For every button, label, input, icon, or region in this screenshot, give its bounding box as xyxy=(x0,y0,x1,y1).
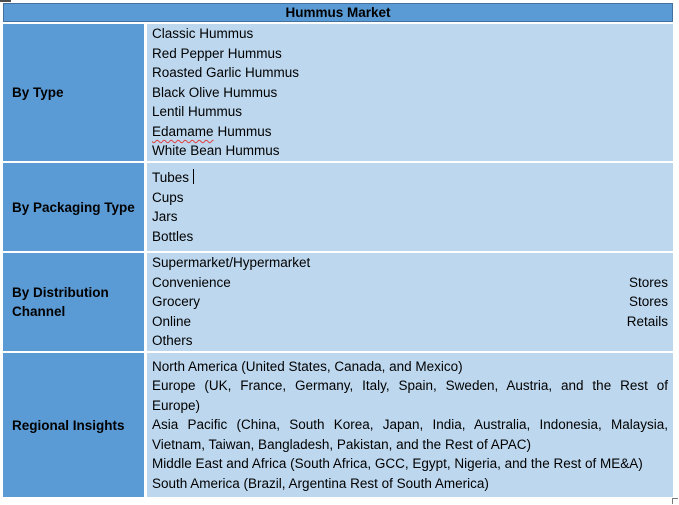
channel-name: Grocery xyxy=(152,294,201,310)
list-item-edamame xyxy=(152,122,668,142)
list-item-text: Tubes xyxy=(152,170,190,185)
list-item: Lentil Hummus xyxy=(152,104,243,120)
row-label-cell-by-distribution-channel[interactable] xyxy=(3,253,144,351)
list-item: Black Olive Hummus xyxy=(152,84,278,100)
row-label-cell-regional-insights[interactable] xyxy=(3,353,144,497)
channel-name: Online xyxy=(152,313,192,329)
table-row-regional-insights xyxy=(3,353,673,497)
channel-name: Supermarket/Hypermarket xyxy=(152,255,311,271)
row-content-cell-by-distribution-channel[interactable] xyxy=(147,253,673,351)
table-title: Hummus Market xyxy=(285,5,391,20)
list-item xyxy=(152,168,668,188)
list-item: Bottles xyxy=(152,228,194,244)
region-line-north-america: North America (United States, Canada, and Mexico) xyxy=(152,358,463,374)
table-title-cell[interactable] xyxy=(3,3,673,22)
row-content-cell-by-type[interactable] xyxy=(147,24,673,161)
crop-corner-mark-top-left xyxy=(0,0,11,2)
hummus-market-table xyxy=(3,3,673,499)
list-item: Roasted Garlic Hummus xyxy=(152,65,300,81)
crop-corner-mark-bottom-right xyxy=(672,498,678,504)
channel-name: Others xyxy=(152,333,193,349)
row-label-regional-insights: Regional Insights xyxy=(12,417,125,433)
row-label-cell-by-type[interactable] xyxy=(3,24,144,161)
row-content-cell-by-packaging-type[interactable] xyxy=(147,163,673,251)
channel-name-right: Stores xyxy=(628,274,668,290)
list-item xyxy=(152,292,668,312)
region-line-middle-east-africa: Middle East and Africa (South Africa, GCC, Egypt, Nigeria, and the Rest of ME&A) xyxy=(152,456,643,472)
region-line-south-america: South America (Brazil, Argentina Rest of South America) xyxy=(152,475,489,491)
list-item xyxy=(152,331,668,351)
misspelled-word: Edamame xyxy=(152,123,214,139)
region-line-asia-pacific-2: Vietnam, Taiwan, Bangladesh, Pakistan, and the Rest of APAC) xyxy=(152,436,531,452)
list-item: Jars xyxy=(152,209,178,224)
list-item: Cups xyxy=(152,189,184,205)
list-item xyxy=(152,253,668,273)
misspelled-word-suffix: Hummus xyxy=(217,123,272,139)
region-line-europe-1: Europe (UK, France, Germany, Italy, Spain, Sweden, Austria, and the Rest of xyxy=(152,378,668,394)
channel-name: Convenience xyxy=(152,274,231,290)
channel-name-right: Retails xyxy=(626,313,668,329)
row-label-by-type: By Type xyxy=(12,85,64,100)
row-label-by-distribution-channel: By Distribution Channel xyxy=(12,285,109,319)
row-label-by-packaging-type: By Packaging Type xyxy=(12,199,135,215)
row-label-cell-by-packaging-type[interactable] xyxy=(3,163,144,251)
channel-name-right: Stores xyxy=(628,294,668,310)
table-row-by-distribution-channel xyxy=(3,253,673,351)
text-cursor xyxy=(193,169,194,184)
list-item xyxy=(152,273,668,293)
row-content-cell-regional-insights[interactable] xyxy=(147,353,673,497)
table-row-by-type xyxy=(3,24,673,161)
table-row-by-packaging-type xyxy=(3,163,673,251)
region-line-europe-2: Europe) xyxy=(152,397,201,413)
region-line-asia-pacific-1: Asia Pacific (China, South Korea, Japan, India, Australia, Indonesia, Malaysia, xyxy=(152,417,668,433)
list-item: White Bean Hummus xyxy=(152,143,280,159)
list-item: Red Pepper Hummus xyxy=(152,45,282,61)
list-item xyxy=(152,312,668,332)
list-item: Classic Hummus xyxy=(152,26,254,42)
